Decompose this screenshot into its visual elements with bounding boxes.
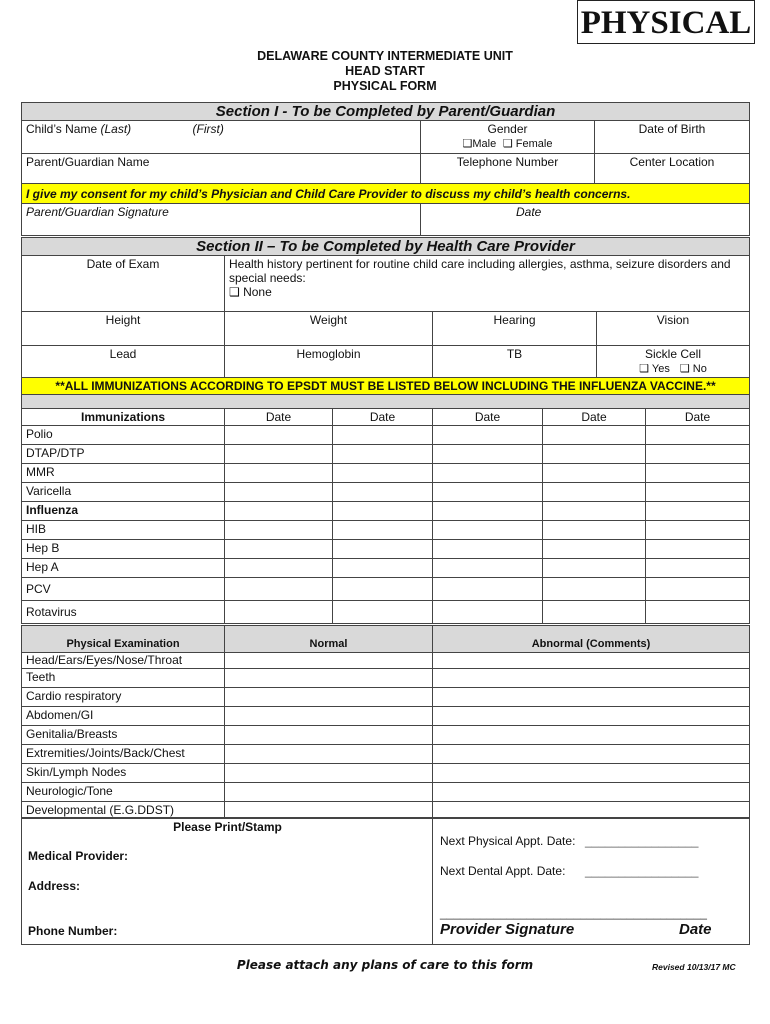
hemoglobin-field[interactable] [225, 346, 433, 378]
imm-date-cell[interactable] [225, 445, 333, 464]
imm-date-header: Date [646, 409, 750, 426]
exam-abnormal-cell[interactable] [433, 745, 750, 764]
sickle-cell-label: Sickle Cell [645, 347, 702, 361]
guardian-name-label: Parent/Guardian Name [26, 155, 150, 169]
form-title: PHYSICAL FORM [333, 79, 437, 93]
consent-statement: I give my consent for my child’s Physician and Child Care Provider to discuss my child’s health concerns. [22, 184, 750, 204]
exam-item: Head/Ears/Eyes/Nose/Throat [22, 653, 225, 669]
next-dental-label: Next Dental Appt. Date: [440, 864, 566, 878]
imm-date-cell[interactable] [225, 578, 333, 601]
imm-date-cell[interactable] [333, 601, 433, 624]
exam-normal-cell[interactable] [225, 745, 433, 764]
table-row [22, 426, 750, 445]
exam-abnormal-cell[interactable] [433, 707, 750, 726]
exam-normal-cell[interactable] [225, 764, 433, 783]
weight-label: Weight [309, 313, 348, 327]
exam-normal-cell[interactable] [225, 726, 433, 745]
center-location-label: Center Location [629, 155, 715, 169]
imm-date-cell[interactable] [433, 464, 543, 483]
imm-date-cell[interactable] [433, 426, 543, 445]
table-row [22, 445, 750, 464]
immunization-name: Rotavirus [22, 601, 225, 624]
exam-abnormal-cell[interactable] [433, 653, 750, 669]
exam-abnormal-cell[interactable] [433, 669, 750, 688]
guardian-signature-field[interactable] [22, 204, 421, 236]
imm-date-cell[interactable] [333, 426, 433, 445]
hearing-field[interactable] [433, 312, 597, 346]
child-name-label: Child’s Name [26, 122, 98, 136]
imm-date-cell[interactable] [225, 559, 333, 578]
exam-normal-cell[interactable] [225, 669, 433, 688]
table-row [22, 578, 750, 601]
dob-field[interactable] [595, 121, 750, 154]
imm-date-cell[interactable] [543, 578, 646, 601]
immunization-shaded-band [22, 395, 750, 409]
imm-date-cell[interactable] [333, 483, 433, 502]
imm-date-cell[interactable] [646, 502, 750, 521]
provider-date-label: Date [679, 921, 712, 938]
imm-date-cell[interactable] [225, 521, 333, 540]
imm-date-cell[interactable] [646, 521, 750, 540]
imm-date-cell[interactable] [433, 483, 543, 502]
table-row [22, 502, 750, 521]
table-row [22, 483, 750, 502]
exam-normal-cell[interactable] [225, 707, 433, 726]
lead-field[interactable] [22, 346, 225, 378]
provider-signature-cell[interactable] [433, 818, 750, 945]
revision-note: Revised 10/13/17 MC [652, 962, 736, 972]
table-row [22, 464, 750, 483]
exam-normal-cell[interactable] [225, 802, 433, 819]
tb-label: TB [506, 347, 523, 361]
next-dental-blank[interactable]: _________________ [585, 864, 699, 878]
next-physical-label: Next Physical Appt. Date: [440, 834, 576, 848]
imm-date-cell[interactable] [433, 578, 543, 601]
weight-field[interactable] [225, 312, 433, 346]
print-stamp-label: Please Print/Stamp [173, 820, 282, 834]
guardian-date-field[interactable] [421, 204, 750, 236]
exam-abnormal-header: Abnormal (Comments) [433, 626, 750, 653]
next-physical-blank[interactable]: _________________ [585, 834, 699, 848]
imm-date-cell[interactable] [646, 540, 750, 559]
imm-date-cell[interactable] [333, 502, 433, 521]
imm-date-cell[interactable] [646, 578, 750, 601]
imm-date-cell[interactable] [646, 601, 750, 624]
hearing-label: Hearing [493, 313, 536, 327]
section2-table [21, 237, 750, 378]
section1-title: Section I - To be Completed by Parent/Guardian [22, 103, 750, 121]
exam-item: Skin/Lymph Nodes [22, 764, 225, 783]
imm-date-cell[interactable] [225, 464, 333, 483]
table-row [22, 802, 750, 819]
child-first-label: (First) [192, 122, 224, 136]
exam-abnormal-cell[interactable] [433, 783, 750, 802]
height-label: Height [105, 313, 141, 327]
exam-table [21, 625, 750, 819]
health-history-label: Health history pertinent for routine child care including allergies, asthma, seizure disorders and special needs: [229, 257, 731, 285]
exam-normal-cell[interactable] [225, 783, 433, 802]
section1-table [21, 102, 750, 236]
lead-label: Lead [109, 347, 137, 361]
health-history-none-checkbox[interactable]: ❑ None [229, 285, 272, 299]
center-location-field[interactable] [595, 154, 750, 184]
program-title: HEAD START [345, 64, 425, 78]
imm-date-cell[interactable] [333, 464, 433, 483]
imm-date-header: Date [333, 409, 433, 426]
exam-item: Abdomen/GI [22, 707, 225, 726]
child-name-field[interactable] [22, 121, 421, 154]
immunization-name: HIB [22, 521, 225, 540]
imm-date-cell[interactable] [543, 464, 646, 483]
phone-number-label: Phone Number: [28, 924, 118, 938]
guardian-signature-label: Parent/Guardian Signature [26, 205, 169, 219]
guardian-name-field[interactable] [22, 154, 421, 184]
gender-label: Gender [487, 122, 528, 136]
exam-normal-cell[interactable] [225, 688, 433, 707]
imm-date-cell[interactable] [543, 521, 646, 540]
imm-date-cell[interactable] [646, 559, 750, 578]
table-row [22, 688, 750, 707]
telephone-label: Telephone Number [456, 155, 559, 169]
imm-date-cell[interactable] [543, 601, 646, 624]
child-last-label: (Last) [100, 122, 132, 136]
provider-table [21, 817, 750, 945]
exam-date-field[interactable] [22, 256, 225, 312]
imm-date-cell[interactable] [433, 559, 543, 578]
imm-date-cell[interactable] [543, 483, 646, 502]
imm-date-cell[interactable] [543, 426, 646, 445]
exam-item: Teeth [22, 669, 225, 688]
exam-abnormal-cell[interactable] [433, 688, 750, 707]
provider-info-cell[interactable] [22, 818, 433, 945]
imm-date-cell[interactable] [333, 578, 433, 601]
imm-date-cell[interactable] [333, 559, 433, 578]
exam-abnormal-cell[interactable] [433, 764, 750, 783]
imm-date-cell[interactable] [543, 445, 646, 464]
gender-female-checkbox[interactable]: ❑ Female [502, 138, 553, 150]
table-row [22, 745, 750, 764]
table-row [22, 707, 750, 726]
table-row [22, 783, 750, 802]
table-row [22, 559, 750, 578]
dob-label: Date of Birth [638, 122, 706, 136]
exam-normal-header: Normal [225, 626, 433, 653]
imm-date-cell[interactable] [225, 426, 333, 445]
imm-date-cell[interactable] [433, 601, 543, 624]
immunization-name: MMR [22, 464, 225, 483]
imm-date-cell[interactable] [433, 445, 543, 464]
imm-date-cell[interactable] [543, 559, 646, 578]
sickle-no-checkbox[interactable]: ❑ No [679, 363, 707, 375]
table-row [22, 521, 750, 540]
imm-date-cell[interactable] [646, 426, 750, 445]
imm-date-cell[interactable] [646, 445, 750, 464]
immunization-name: Influenza [22, 502, 225, 521]
height-field[interactable] [22, 312, 225, 346]
immunization-name: Varicella [22, 483, 225, 502]
hemoglobin-label: Hemoglobin [296, 347, 361, 361]
immunization-name: Hep A [22, 559, 225, 578]
imm-date-cell[interactable] [646, 464, 750, 483]
imm-date-header: Date [433, 409, 543, 426]
table-row [22, 669, 750, 688]
imm-date-cell[interactable] [543, 540, 646, 559]
immunization-table [21, 377, 750, 624]
imm-date-cell[interactable] [433, 502, 543, 521]
imm-date-cell[interactable] [433, 540, 543, 559]
immunization-name: DTAP/DTP [22, 445, 225, 464]
imm-date-cell[interactable] [646, 483, 750, 502]
section2-title: Section II – To be Completed by Health Care Provider [22, 238, 750, 256]
imm-date-cell[interactable] [225, 540, 333, 559]
exam-item: Genitalia/Breasts [22, 726, 225, 745]
physical-stamp: PHYSICAL [577, 0, 755, 44]
immunization-name: Polio [22, 426, 225, 445]
imm-date-cell[interactable] [543, 502, 646, 521]
exam-header: Physical Examination [22, 626, 225, 653]
exam-item: Developmental (E.G.DDST) [22, 802, 225, 819]
sickle-yes-checkbox[interactable]: ❑ Yes [639, 363, 670, 375]
guardian-date-label: Date [516, 205, 542, 219]
table-row [22, 601, 750, 624]
sickle-cell-field [597, 346, 750, 378]
exam-date-label: Date of Exam [86, 257, 160, 271]
table-row [22, 540, 750, 559]
table-row [22, 764, 750, 783]
immunization-name: PCV [22, 578, 225, 601]
vision-field[interactable] [597, 312, 750, 346]
care-plan-note: Please attach any plans of care to this form [236, 958, 534, 972]
exam-normal-cell[interactable] [225, 653, 433, 669]
telephone-field[interactable] [421, 154, 595, 184]
immunization-header: Immunizations [22, 409, 225, 426]
exam-item: Neurologic/Tone [22, 783, 225, 802]
imm-date-cell[interactable] [333, 540, 433, 559]
imm-date-header: Date [543, 409, 646, 426]
tb-field[interactable] [433, 346, 597, 378]
table-row [22, 653, 750, 669]
imm-date-cell[interactable] [225, 502, 333, 521]
exam-item: Cardio respiratory [22, 688, 225, 707]
immunization-name: Hep B [22, 540, 225, 559]
medical-provider-label: Medical Provider: [28, 849, 129, 863]
address-label: Address: [28, 879, 81, 893]
imm-date-cell[interactable] [333, 445, 433, 464]
exam-abnormal-cell[interactable] [433, 726, 750, 745]
org-title: DELAWARE COUNTY INTERMEDIATE UNIT [257, 49, 513, 63]
imm-date-cell[interactable] [225, 601, 333, 624]
gender-male-checkbox[interactable]: ❑Male [462, 138, 497, 150]
immunization-warning: **ALL IMMUNIZATIONS ACCORDING TO EPSDT MUST BE LISTED BELOW INCLUDING THE INFLUENZA VACCINE.** [22, 378, 750, 395]
provider-signature-label: Provider Signature [440, 921, 575, 938]
imm-date-cell[interactable] [333, 521, 433, 540]
table-row [22, 726, 750, 745]
imm-date-cell[interactable] [433, 521, 543, 540]
health-history-field[interactable] [225, 256, 750, 312]
provider-signature-line[interactable]: ________________________________________ [440, 906, 707, 920]
vision-label: Vision [656, 313, 690, 327]
imm-date-header: Date [225, 409, 333, 426]
imm-date-cell[interactable] [225, 483, 333, 502]
gender-field [421, 121, 595, 154]
exam-abnormal-cell[interactable] [433, 802, 750, 819]
exam-item: Extremities/Joints/Back/Chest [22, 745, 225, 764]
